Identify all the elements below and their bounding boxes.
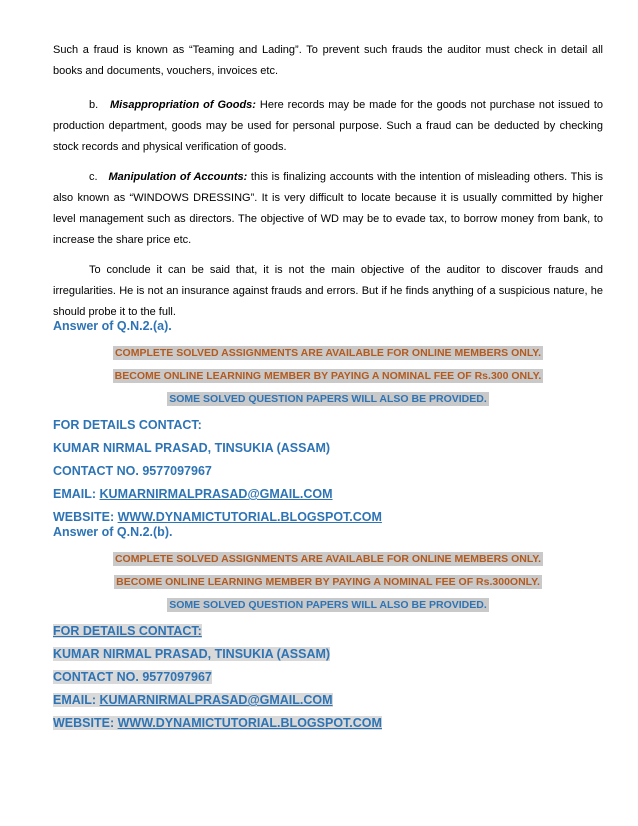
list-marker-b: b. <box>89 99 99 111</box>
list-marker-c: c. <box>89 171 98 183</box>
notice-line-2: BECOME ONLINE LEARNING MEMBER BY PAYING A NOMINAL FEE OF Rs.300 ONLY. <box>114 370 542 382</box>
notice-line-1: COMPLETE SOLVED ASSIGNMENTS ARE AVAILABLE FOR ONLINE MEMBERS ONLY. <box>114 553 542 565</box>
website-link[interactable]: WWW.DYNAMICTUTORIAL.BLOGSPOT.COM <box>117 510 382 524</box>
notice-line-2: BECOME ONLINE LEARNING MEMBER BY PAYING A NOMINAL FEE OF Rs.300ONLY. <box>116 576 540 588</box>
text-misappropriation: Here records may be made for the goods not purchase not issued to production department, goods may be used for personal purpose. Such a fraud can be deducted by checking stock records and physical verification of goods. <box>53 99 603 153</box>
contact-name: KUMAR NIRMAL PRASAD, TINSUKIA (ASSAM) <box>53 441 331 455</box>
website-line: WEBSITE: WWW.DYNAMICTUTORIAL.BLOGSPOT.COM <box>53 716 382 730</box>
answer-block-2a <box>53 316 603 529</box>
heading-misappropriation: Misappropriation of Goods: <box>109 99 256 111</box>
contact-name: KUMAR NIRMAL PRASAD, TINSUKIA (ASSAM) <box>53 647 331 661</box>
email-line: EMAIL: KUMARNIRMALPRASAD@GMAIL.COM <box>53 487 333 501</box>
email-link[interactable]: KUMARNIRMALPRASAD@GMAIL.COM <box>99 693 333 707</box>
details-heading: FOR DETAILS CONTACT: <box>53 624 202 638</box>
website-link[interactable]: WWW.DYNAMICTUTORIAL.BLOGSPOT.COM <box>117 716 382 730</box>
email-link[interactable]: KUMARNIRMALPRASAD@GMAIL.COM <box>99 487 333 501</box>
paragraph-manipulation <box>53 167 603 251</box>
answer-block-2b <box>53 522 603 735</box>
contact-number: CONTACT NO. 9577097967 <box>53 670 212 684</box>
heading-manipulation: Manipulation of Accounts: <box>108 171 248 183</box>
text-manipulation: this is finalizing accounts with the intention of misleading others. This is also known as “WINDOWS DRESSING”. It is very difficult to locate because it is usually committed by higher level management such as directors. The objective of WD may be to evade tax, to borrow money from bank, to increase the share price etc. <box>53 171 603 246</box>
details-heading: FOR DETAILS CONTACT: <box>53 418 202 432</box>
paragraph-teaming-lading: Such a fraud is known as “Teaming and Lading”. To prevent such frauds the auditor must check in detail all books and documents, vouchers, invoices etc. <box>53 44 603 77</box>
notice-line-3: SOME SOLVED QUESTION PAPERS WILL ALSO BE PROVIDED. <box>169 393 487 405</box>
email-line: EMAIL: KUMARNIRMALPRASAD@GMAIL.COM <box>53 693 333 707</box>
body-text <box>53 40 603 323</box>
notice-line-3: SOME SOLVED QUESTION PAPERS WILL ALSO BE PROVIDED. <box>169 599 487 611</box>
paragraph-misappropriation <box>53 95 603 158</box>
website-line: WEBSITE: WWW.DYNAMICTUTORIAL.BLOGSPOT.COM <box>53 510 382 524</box>
contact-number: CONTACT NO. 9577097967 <box>53 464 212 478</box>
notice-line-1: COMPLETE SOLVED ASSIGNMENTS ARE AVAILABLE FOR ONLINE MEMBERS ONLY. <box>114 347 542 359</box>
answer-heading: Answer of Q.N.2.(a). <box>53 319 172 333</box>
paragraph-conclusion: To conclude it can be said that, it is not the main objective of the auditor to discover frauds and irregularities. He is not an insurance against frauds and errors. But if he finds anything of a suspicious nature, he should probe it to the full. <box>53 264 603 318</box>
answer-heading: Answer of Q.N.2.(b). <box>53 525 173 539</box>
